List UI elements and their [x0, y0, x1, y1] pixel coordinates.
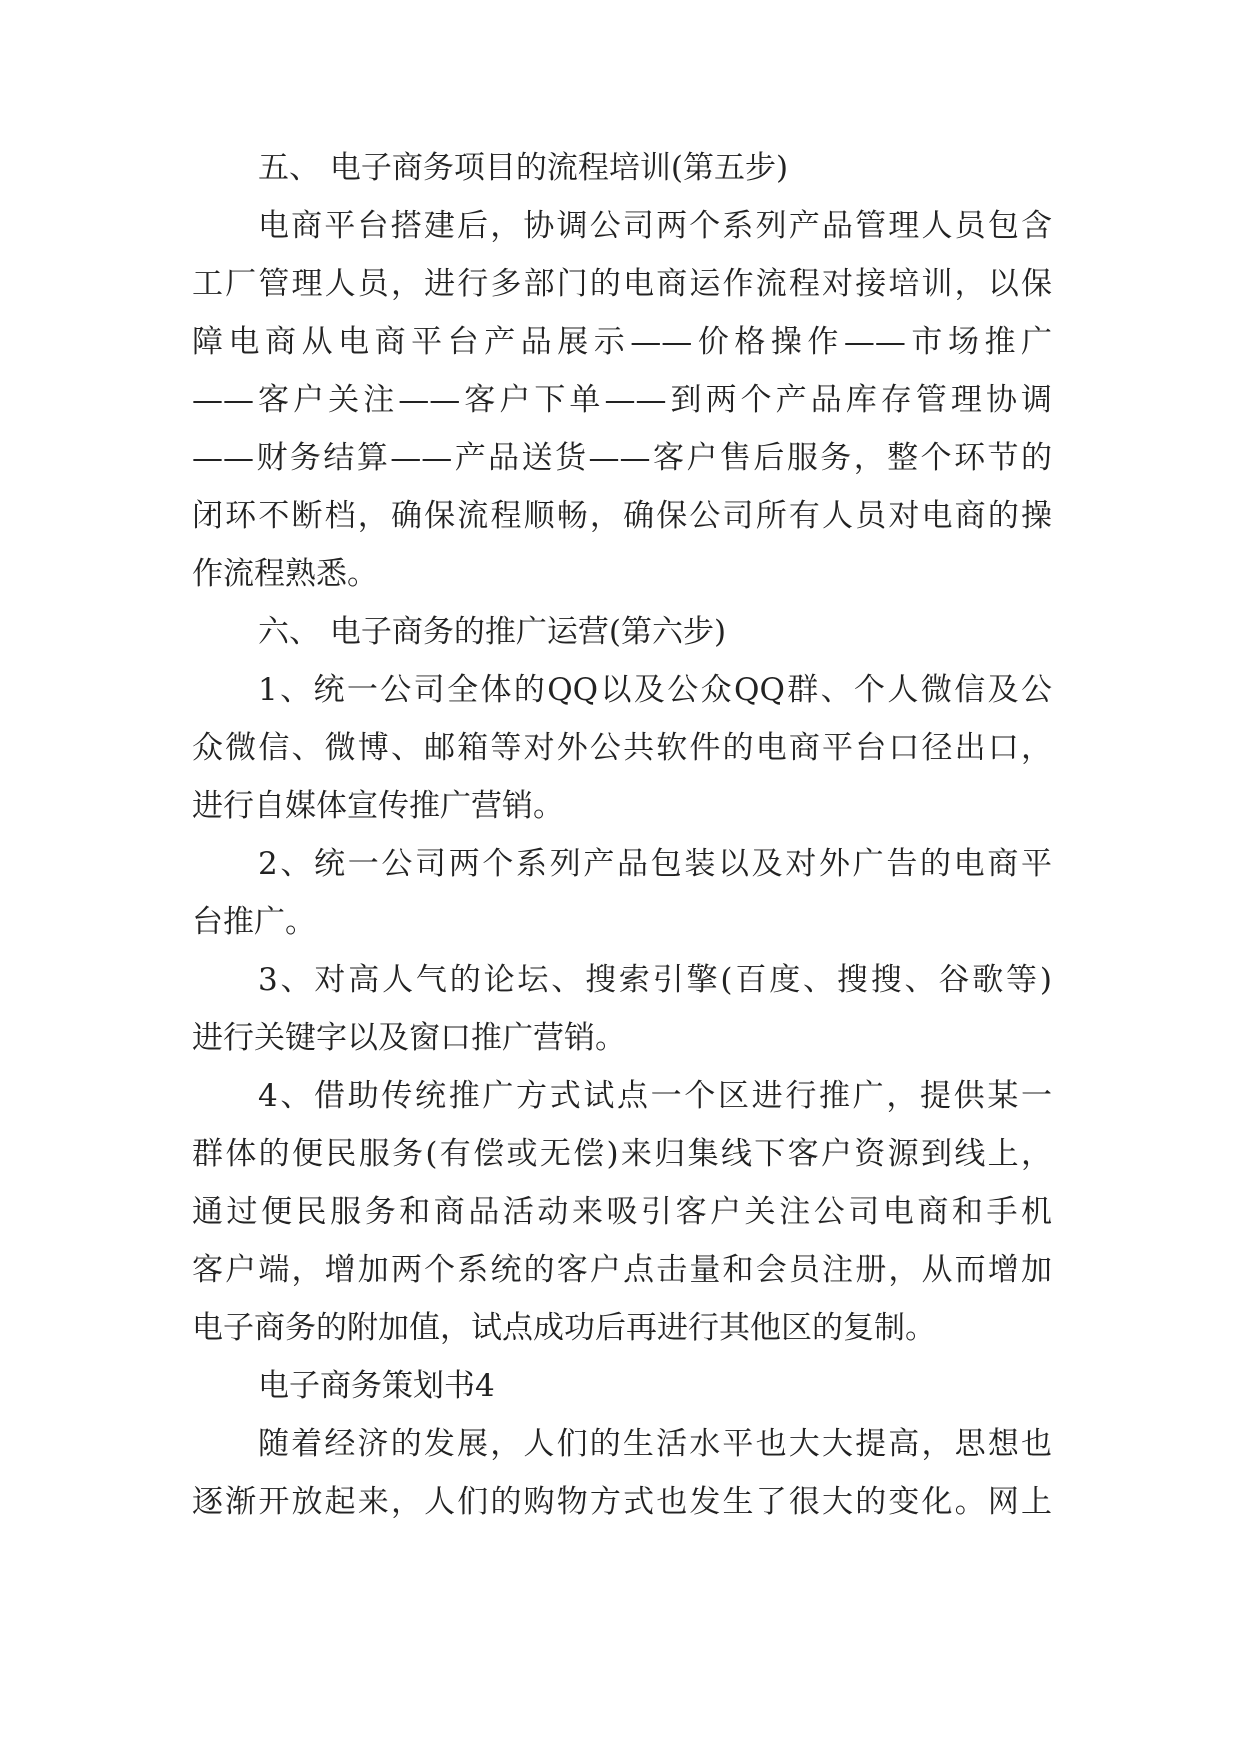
- paragraph-line: 逐渐开放起来，人们的购物方式也发生了很大的变化。网上: [192, 1484, 1052, 1520]
- paragraph-line: 进行自媒体宣传推广营销。: [192, 788, 564, 824]
- paragraph-line: 众微信、微博、邮箱等对外公共软件的电商平台口径出口，: [192, 730, 1052, 766]
- paragraph-line: 群体的便民服务(有偿或无偿)来归集线下客户资源到线上，: [192, 1136, 1052, 1172]
- heading-section-5: 五、 电子商务项目的流程培训(第五步): [258, 150, 789, 186]
- paragraph-line: 4、借助传统推广方式试点一个区进行推广，提供某一: [258, 1078, 1052, 1114]
- paragraph-line: ——客户关注——客户下单——到两个产品库存管理协调: [192, 382, 1052, 418]
- paragraph-line: 3、对高人气的论坛、搜索引擎(百度、搜搜、谷歌等): [258, 962, 1052, 998]
- paragraph-line: 1、统一公司全体的QQ以及公众QQ群、个人微信及公: [258, 672, 1052, 708]
- paragraph-line: 障电商从电商平台产品展示——价格操作——市场推广: [192, 324, 1052, 360]
- paragraph-line: 电子商务的附加值，试点成功后再进行其他区的复制。: [192, 1310, 936, 1346]
- paragraph-line: 通过便民服务和商品活动来吸引客户关注公司电商和手机: [192, 1194, 1052, 1230]
- paragraph-line: 台推广。: [192, 904, 316, 940]
- paragraph-line: ——财务结算——产品送货——客户售后服务，整个环节的: [192, 440, 1052, 476]
- paragraph-line: 闭环不断档，确保流程顺畅，确保公司所有人员对电商的操: [192, 498, 1052, 534]
- heading-section-6: 六、 电子商务的推广运营(第六步): [258, 614, 727, 650]
- paragraph-line: 2、统一公司两个系列产品包装以及对外广告的电商平: [258, 846, 1052, 882]
- paragraph-line: 电商平台搭建后，协调公司两个系列产品管理人员包含: [258, 208, 1052, 244]
- paragraph-line: 客户端，增加两个系统的客户点击量和会员注册，从而增加: [192, 1252, 1052, 1288]
- paragraph-line: 进行关键字以及窗口推广营销。: [192, 1020, 626, 1056]
- paragraph-line: 作流程熟悉。: [192, 556, 378, 592]
- section-title: 电子商务策划书4: [258, 1368, 495, 1404]
- paragraph-line: 随着经济的发展，人们的生活水平也大大提高，思想也: [258, 1426, 1052, 1462]
- paragraph-line: 工厂管理人员，进行多部门的电商运作流程对接培训，以保: [192, 266, 1052, 302]
